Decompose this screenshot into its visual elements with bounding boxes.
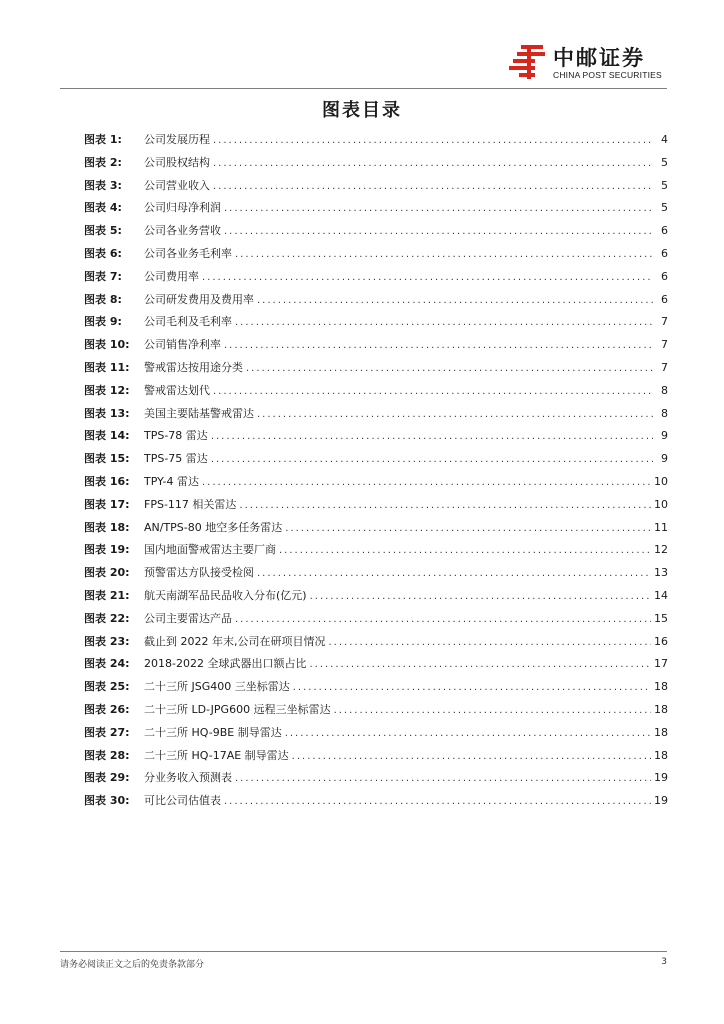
toc-entry-title: TPS-78 雷达 [144,429,208,443]
toc-entry-label: 图表 17: [84,497,130,511]
toc-dot-leader [224,335,653,358]
toc-entry-title: 美国主要陆基警戒雷达 [144,406,254,420]
toc-entry-page: 12 [654,543,668,557]
toc-dot-leader [224,221,653,244]
toc-dot-leader [235,312,653,335]
toc-entry-page: 15 [654,611,668,625]
toc-dot-leader [202,267,653,290]
toc-entry-label: 图表 21: [84,588,130,602]
toc-entry-page: 5 [661,201,668,215]
toc-entry-page: 18 [654,680,668,694]
toc-dot-leader [213,153,653,176]
page-header [60,38,667,88]
toc-entry-label: 图表 9: [84,315,122,329]
toc-entry-label: 图表 19: [84,543,130,557]
toc-entry-page: 18 [654,725,668,739]
toc-entry-page: 10 [654,497,668,511]
toc-entry-title: 公司研发费用及费用率 [144,292,254,306]
toc-dot-leader [257,563,651,586]
toc-dot-leader [224,791,651,814]
toc-entry-label: 图表 15: [84,452,130,466]
page-footer [60,951,667,981]
toc-entry-page: 6 [661,224,668,238]
toc-entry-label: 图表 11: [84,360,130,374]
toc-entry-title: AN/TPS-80 地空多任务雷达 [144,520,283,534]
toc-dot-leader [293,677,651,700]
toc-entry[interactable] [84,197,668,220]
toc-entry[interactable] [84,175,668,198]
toc-entry-title: 警戒雷达按用途分类 [144,360,243,374]
toc-entry-label: 图表 27: [84,725,130,739]
toc-dot-leader [213,130,653,153]
toc-dot-leader [328,632,651,655]
toc-entry[interactable] [84,585,668,608]
toc-dot-leader [213,381,653,404]
toc-entry-title: 公司营业收入 [144,178,210,192]
toc-dot-leader [310,586,651,609]
toc-entry-label: 图表 16: [84,474,130,488]
toc-entry-page: 19 [654,771,668,785]
toc-entry-title: 警戒雷达划代 [144,383,210,397]
toc-entry-page: 8 [661,406,668,420]
toc-entry-page: 7 [661,360,668,374]
toc-entry-label: 图表 13: [84,406,130,420]
toc-entry-page: 10 [654,474,668,488]
toc-entry-page: 6 [661,246,668,260]
toc-entry-label: 图表 30: [84,794,130,808]
toc-entry-title: 二十三所 JSG400 三坐标雷达 [144,680,290,694]
toc-entry[interactable] [84,448,668,471]
toc-entry-title: 公司各业务毛利率 [144,246,232,260]
toc-entry-title: 航天南湖军品民品收入分布(亿元) [144,588,307,602]
toc-entry-label: 图表 24: [84,657,130,671]
toc-entry-label: 图表 20: [84,566,130,580]
toc-entry-title: 截止到 2022 年末,公司在研项目情况 [144,634,326,648]
toc-entry-title: 二十三所 HQ-17AE 制导雷达 [144,748,289,762]
toc-entry[interactable] [84,517,668,540]
toc-entry-title: 二十三所 LD-JPG600 远程三坐标雷达 [144,702,331,716]
toc-entry-label: 图表 18: [84,520,130,534]
toc-entry-title: 公司费用率 [144,269,199,283]
toc-entry-page: 13 [654,566,668,580]
toc-entry-title: FPS-117 相关雷达 [144,497,237,511]
logo-chinese-name: 中邮证券 [553,46,645,70]
toc-entry-label: 图表 6: [84,246,122,260]
toc-entry-label: 图表 23: [84,634,130,648]
toc-entry[interactable] [84,334,668,357]
toc-entry-page: 16 [654,634,668,648]
toc-entry-title: TPY-4 雷达 [144,474,199,488]
toc-dot-leader [211,449,653,472]
toc-entry[interactable] [84,562,668,585]
toc-entry-title: 预警雷达方队接受检阅 [144,566,254,580]
toc-entry-page: 9 [661,429,668,443]
toc-entry[interactable] [84,767,668,790]
toc-entry-page: 11 [654,520,668,534]
toc-dot-leader [292,746,651,769]
logo-english-name: CHINA POST SECURITIES [553,70,662,80]
toc-dot-leader [334,700,651,723]
toc-entry-label: 图表 25: [84,680,130,694]
toc-dot-leader [213,176,653,199]
toc-entry-page: 18 [654,748,668,762]
toc-entry-label: 图表 2: [84,155,122,169]
toc-entry[interactable] [84,471,668,494]
toc-dot-leader [235,609,651,632]
toc-entry-page: 4 [661,133,668,146]
toc-entry-page: 5 [661,178,668,192]
toc-entry-label: 图表 3: [84,178,122,192]
toc-entry[interactable] [84,539,668,562]
page-number: 3 [661,957,667,967]
toc-dot-leader [309,654,651,677]
toc-entry-page: 7 [661,338,668,352]
toc-entry[interactable] [84,403,668,426]
toc-entry-title: TPS-75 雷达 [144,452,208,466]
toc-dot-leader [279,540,651,563]
toc-entry-title: 公司各业务营收 [144,224,221,238]
toc-list [84,129,668,813]
toc-entry-page: 9 [661,452,668,466]
toc-dot-leader [235,768,651,791]
toc-entry-title: 公司股权结构 [144,155,210,169]
toc-entry-title: 二十三所 HQ-9BE 制导雷达 [144,725,282,739]
toc-entry[interactable] [84,676,668,699]
toc-entry-title: 公司归母净利润 [144,201,221,215]
toc-entry[interactable] [84,425,668,448]
toc-entry-title: 可比公司估值表 [144,794,221,808]
company-logo [507,42,667,86]
toc-dot-leader [211,426,653,449]
toc-entry[interactable] [84,289,668,312]
toc-dot-leader [257,290,653,313]
toc-entry-label: 图表 4: [84,201,122,215]
toc-entry[interactable] [84,699,668,722]
toc-entry[interactable] [84,152,668,175]
toc-entry[interactable] [84,745,668,768]
toc-entry[interactable] [84,243,668,266]
toc-entry-title: 国内地面警戒雷达主要厂商 [144,543,276,557]
toc-entry-page: 6 [661,292,668,306]
toc-dot-leader [235,244,653,267]
toc-entry-label: 图表 22: [84,611,130,625]
footer-divider [60,951,667,952]
toc-dot-leader [239,495,651,518]
toc-title: 图表目录 [322,100,402,121]
toc-entry[interactable] [84,380,668,403]
toc-entry-page: 18 [654,702,668,716]
toc-entry-page: 6 [661,269,668,283]
toc-entry-label: 图表 29: [84,771,130,785]
toc-entry-label: 图表 28: [84,748,130,762]
toc-entry[interactable] [84,129,668,152]
toc-entry-label: 图表 8: [84,292,122,306]
toc-entry-page: 17 [654,657,668,671]
footer-disclaimer: 请务必阅读正文之后的免责条款部分 [60,960,205,970]
toc-entry[interactable] [84,608,668,631]
toc-entry-page: 8 [661,383,668,397]
toc-entry-title: 公司发展历程 [144,133,210,146]
toc-entry-label: 图表 5: [84,224,122,238]
toc-entry-label: 图表 12: [84,383,130,397]
china-post-logo-icon [507,42,547,82]
toc-entry-label: 图表 10: [84,338,130,352]
header-divider [60,88,667,89]
toc-entry-page: 19 [654,794,668,808]
toc-dot-leader [257,404,653,427]
toc-dot-leader [224,198,653,221]
toc-entry-label: 图表 7: [84,269,122,283]
toc-entry-label: 图表 1: [84,133,122,146]
toc-entry-label: 图表 14: [84,429,130,443]
toc-dot-leader [246,358,653,381]
toc-entry[interactable] [84,631,668,654]
toc-entry-page: 7 [661,315,668,329]
toc-entry[interactable] [84,653,668,676]
toc-entry[interactable] [84,311,668,334]
toc-entry-page: 5 [661,155,668,169]
toc-dot-leader [202,472,651,495]
toc-dot-leader [285,723,651,746]
toc-entry-title: 2018-2022 全球武器出口额占比 [144,657,307,671]
toc-entry[interactable] [84,790,668,813]
toc-entry[interactable] [84,220,668,243]
toc-entry[interactable] [84,266,668,289]
toc-entry-title: 公司主要雷达产品 [144,611,232,625]
toc-entry[interactable] [84,357,668,380]
toc-dot-leader [285,518,651,541]
toc-entry-title: 公司销售净利率 [144,338,221,352]
toc-entry-label: 图表 26: [84,702,130,716]
toc-entry-page: 14 [654,588,668,602]
toc-entry-title: 分业务收入预测表 [144,771,232,785]
toc-entry[interactable] [84,722,668,745]
toc-entry[interactable] [84,494,668,517]
toc-entry-title: 公司毛利及毛利率 [144,315,232,329]
